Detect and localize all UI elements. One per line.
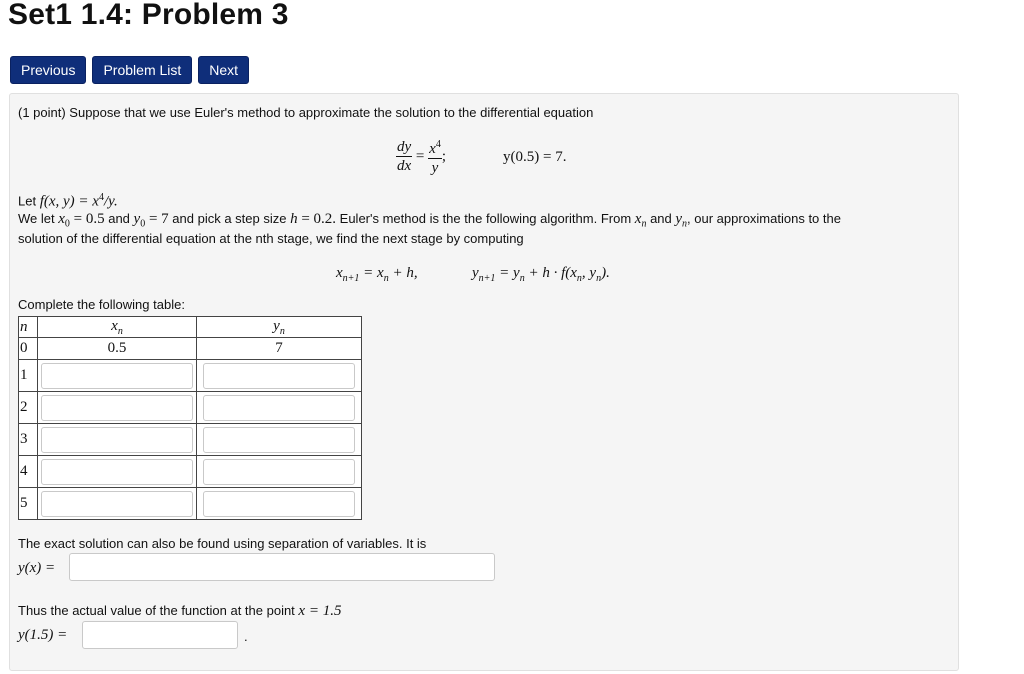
table-header-row <box>19 317 362 338</box>
problem-body <box>9 93 959 671</box>
euler-table <box>18 316 362 520</box>
dy-dx-fraction: $\frac{dy}{dx}$ <box>397 139 412 174</box>
row-index: 0 <box>19 338 38 360</box>
problem-intro: (1 point) Suppose that we use Euler's method to approximate the solution to the differential equation <box>18 105 594 120</box>
table-row <box>19 424 362 456</box>
x3-input[interactable] <box>41 427 193 453</box>
y3-input[interactable] <box>203 427 355 453</box>
setup-line-1: We let $x_0 = 0.5$ and $y_0 = 7$ and pick a step size h = 0.2. Euler's method is the the following algorithm. From $x_n$ and $y_n$, our approximations to the <box>18 211 841 230</box>
header-n: n <box>19 317 38 338</box>
header-x: $x_n$ <box>38 317 197 338</box>
y5-input[interactable] <box>203 491 355 517</box>
table-row <box>19 338 362 360</box>
table-row <box>19 488 362 520</box>
row-index: 4 <box>19 456 38 488</box>
exact-solution-text: The exact solution can also be found using separation of variables. It is <box>18 536 427 551</box>
row-index: 3 <box>19 424 38 456</box>
row-index: 2 <box>19 392 38 424</box>
page-title: Set1 1.4: Problem 3 <box>8 0 289 31</box>
next-button[interactable]: Next <box>198 56 249 84</box>
x1-input[interactable] <box>41 363 193 389</box>
setup-line-2: solution of the differential equation at the nth stage, we find the next stage by computing <box>18 231 524 246</box>
problem-list-button[interactable]: Problem List <box>92 56 192 84</box>
header-y: $y_n$ <box>197 317 362 338</box>
initial-condition: y(0.5) = 7. <box>503 149 567 165</box>
euler-x-step: $x_{n+1} = x_n + h$, <box>336 265 418 284</box>
actual-period: . <box>244 629 248 644</box>
euler-y-step: $y_{n+1} = y_n + h \cdot f(x_n$, $y_n$). <box>472 265 610 284</box>
row-index: 1 <box>19 360 38 392</box>
table-row <box>19 456 362 488</box>
actual-value-input[interactable] <box>82 621 238 649</box>
y2-input[interactable] <box>203 395 355 421</box>
y1-input[interactable] <box>203 363 355 389</box>
y4-input[interactable] <box>203 459 355 485</box>
rhs-fraction: $\frac{x^4}{y}$ <box>428 136 442 177</box>
table-prompt: Complete the following table: <box>18 297 185 312</box>
y0-value: 7 <box>197 338 362 360</box>
actual-label: y(1.5) = <box>18 627 68 643</box>
exact-solution-input[interactable] <box>69 553 495 581</box>
previous-button[interactable]: Previous <box>10 56 86 84</box>
ode-equation: $\frac{dy}{dx}$ = $\frac{x^4}{y}$ ; <box>396 136 446 177</box>
table-row <box>19 392 362 424</box>
row-index: 5 <box>19 488 38 520</box>
problem-nav <box>10 56 249 84</box>
exact-label: y(x) = <box>18 560 56 576</box>
actual-value-text: Thus the actual value of the function at the point x = 1.5 <box>18 603 342 619</box>
x4-input[interactable] <box>41 459 193 485</box>
f-definition: Let f(x, $y) = x^4/y$. <box>18 192 118 210</box>
x5-input[interactable] <box>41 491 193 517</box>
x0-value: 0.5 <box>38 338 197 360</box>
table-row <box>19 360 362 392</box>
x2-input[interactable] <box>41 395 193 421</box>
